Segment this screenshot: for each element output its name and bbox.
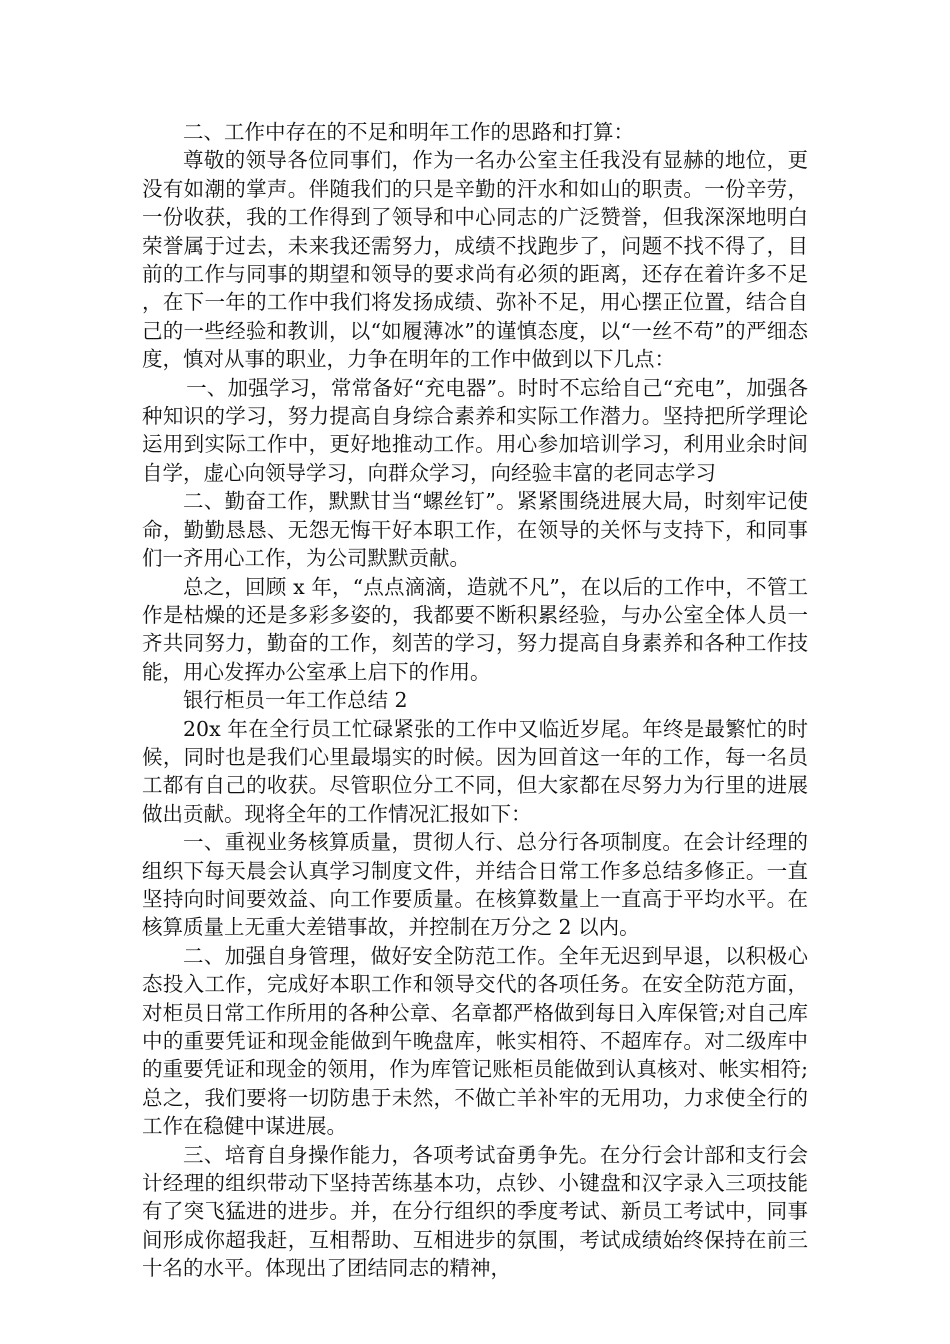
document-subtitle: 银行柜员一年工作总结 2 [183,688,408,713]
section-heading-shortcomings: 二、工作中存在的不足和明年工作的思路和打算： [183,120,634,144]
paragraph-summary: 总之，回顾 x 年，“点点滴滴，造就不凡”，在以后的工作中，不管工作是枯燥的还是多彩多姿的，我都要不断积累经验，与办公室全体人员一齐共同努力，勤奋的工作，刻苦的学习，努力提高自身素养和各种工作技能，用心发挥办公室承上启下的作用。 [142,574,808,684]
paragraph-year-intro: 20x 年在全行员工忙碌紧张的工作中又临近岁尾。年终是最繁忙的时候，同时也是我们心里最塌实的时候。因为回首这一年的工作，每一名员工都有自己的收获。尽管职位分工不同，但大家都在尽努力为行里的进展做出贡献。现将全年的工作情况汇报如下： [142,716,808,826]
paragraph-safety-management: 二、加强自身管理，做好安全防范工作。全年无迟到早退，以积极心态投入工作，完成好本职工作和领导交代的各项任务。在安全防范方面，对柜员日常工作所用的各种公章、名章都严格做到每日入库保管;对自己库中的重要凭证和现金能做到午晚盘库，帐实相符、不超库存。对二级库中的重要凭证和现金的领用，作为库管记账柜员能做到认真核对、帐实相符;总之，我们要将一切防患于未然，不做亡羊补牢的无用功，力求使全行的工作在稳健中谋进展。 [142,943,808,1139]
paragraph-skills-training: 三、培育自身操作能力，各项考试奋勇争先。在分行会计部和支行会计经理的组织带动下坚持苦练基本功，点钞、小键盘和汉字录入三项技能有了突飞猛进的进步。并，在分行组织的季度考试、新员工考试中，同事间形成你超我赶，互相帮助、互相进步的氛围，考试成绩始终保持在前三十名的水平。体现出了团结同志的精神， [142,1142,808,1281]
document-body [142,118,808,1283]
paragraph-accounting-quality: 一、重视业务核算质量，贯彻人行、总分行各项制度。在会计经理的组织下每天晨会认真学习制度文件，并结合日常工作多总结多修正。一直坚持向时间要效益、向工作要质量。在核算数量上一直高于平均水平。在核算质量上无重大差错事故，并控制在万分之 2 以内。 [142,830,808,940]
paragraph-point-diligence: 二、勤奋工作，默默甘当“螺丝钉”。紧紧围绕进展大局，时刻牢记使命，勤勤恳恳、无怨无悔干好本职工作，在领导的关怀与支持下，和同事们一齐用心工作，为公司默默贡献。 [142,489,808,571]
paragraph-intro: 尊敬的领导各位同事们，作为一名办公室主任我没有显赫的地位，更没有如潮的掌声。伴随我们的只是辛勤的汗水和如山的职责。一份辛劳，一份收获，我的工作得到了领导和中心同志的广泛赞誉，但我深深地明白荣誉属于过去，未来我还需努力，成绩不找跑步了，问题不找不得了，目前的工作与同事的期望和领导的要求尚有必须的距离，还存在着许多不足，在下一年的工作中我们将发扬成绩、弥补不足，用心摆正位置，结合自己的一些经验和教训，以“如履薄冰”的谨慎态度，以“一丝不苟”的严细态度，慎对从事的职业，力争在明年的工作中做到以下几点： [142,148,808,372]
paragraph-point-study: 一、加强学习，常常备好“充电器”。时时不忘给自己“充电”，加强各种知识的学习，努力提高自身综合素养和实际工作潜力。坚持把所学理论运用到实际工作中，更好地推动工作。用心参加培训学习，利用业余时间自学，虚心向领导学习，向群众学习，向经验丰富的老同志学习 [142,375,808,485]
